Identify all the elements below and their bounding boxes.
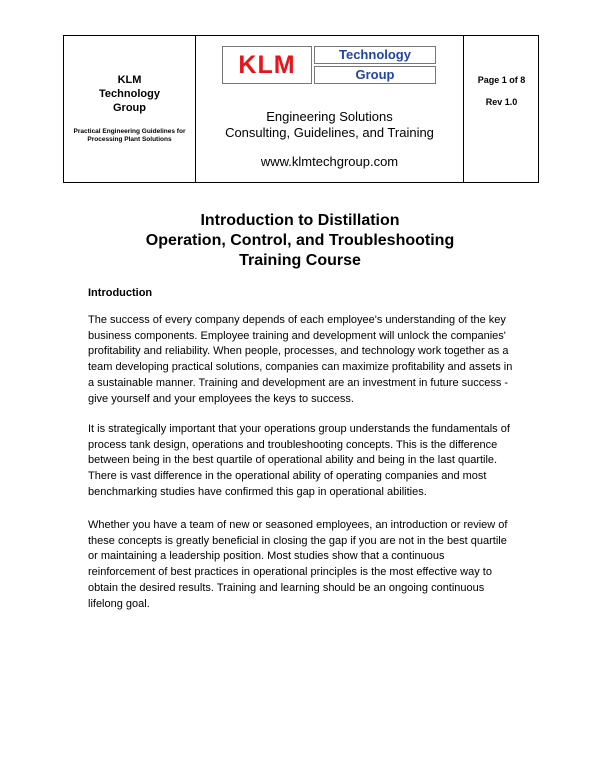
logo-group-text: Group [314,66,436,84]
revision: Rev 1.0 [485,97,518,107]
header-company-cell [64,36,195,182]
website-url: www.klmtechgroup.com [260,154,399,169]
header-center-cell [196,36,463,182]
title-line-2: Operation, Control, and Troubleshooting [145,232,455,249]
section-heading: Introduction [88,287,153,299]
paragraph: Whether you have a team of new or seasoned employees, an introduction or review of these concepts is greatly beneficial in closing the gap if you are not in the best quartile or maintaining a leadership position. Most studies show that a continuous reinforcement of best practices in operational principles is the most effective way to obtain the desired results. Training and learning should be an ongoing continuous lifelong goal. [88,519,508,610]
document-header [63,35,539,183]
services-line-1: Engineering Solutions [266,109,393,124]
page-number: Page 1 of 8 [477,75,526,85]
company-name: KLM Technology Group [99,74,160,114]
paragraph: It is strategically important that your operations group understands the fundamentals of process tank design, operations and troubleshooting concepts. This is the difference between being in the best quartile of operational ability and being in the last quartile. There is vast difference in the operational ability of operating companies and most benchmarking studies have confirmed this gap in operational abilities. [88,423,510,498]
paragraph: The success of every company depends of each employee's understanding of the key business components. Employee training and development will unlock the companies' profitability and reliability. When people, processes, and technology work together as a team developing practical solutions, companies can maximize profitability and assets in a sustainable manner. Training and development are an investment in future success - give yourself and your employees the keys to success. [88,314,513,405]
header-page-cell [464,36,539,182]
title-line-3: Training Course [239,252,361,269]
title-line-1: Introduction to Distillation [200,212,400,229]
header-services [196,109,463,141]
logo-technology-text: Technology [314,46,436,64]
document-title [0,211,600,271]
services-line-2: Consulting, Guidelines, and Training [225,125,434,140]
company-subtitle: Practical Engineering Guidelines for Processing Plant Solutions [73,128,186,143]
logo-klm-text: KLM [222,46,312,84]
klm-logo [222,46,436,84]
